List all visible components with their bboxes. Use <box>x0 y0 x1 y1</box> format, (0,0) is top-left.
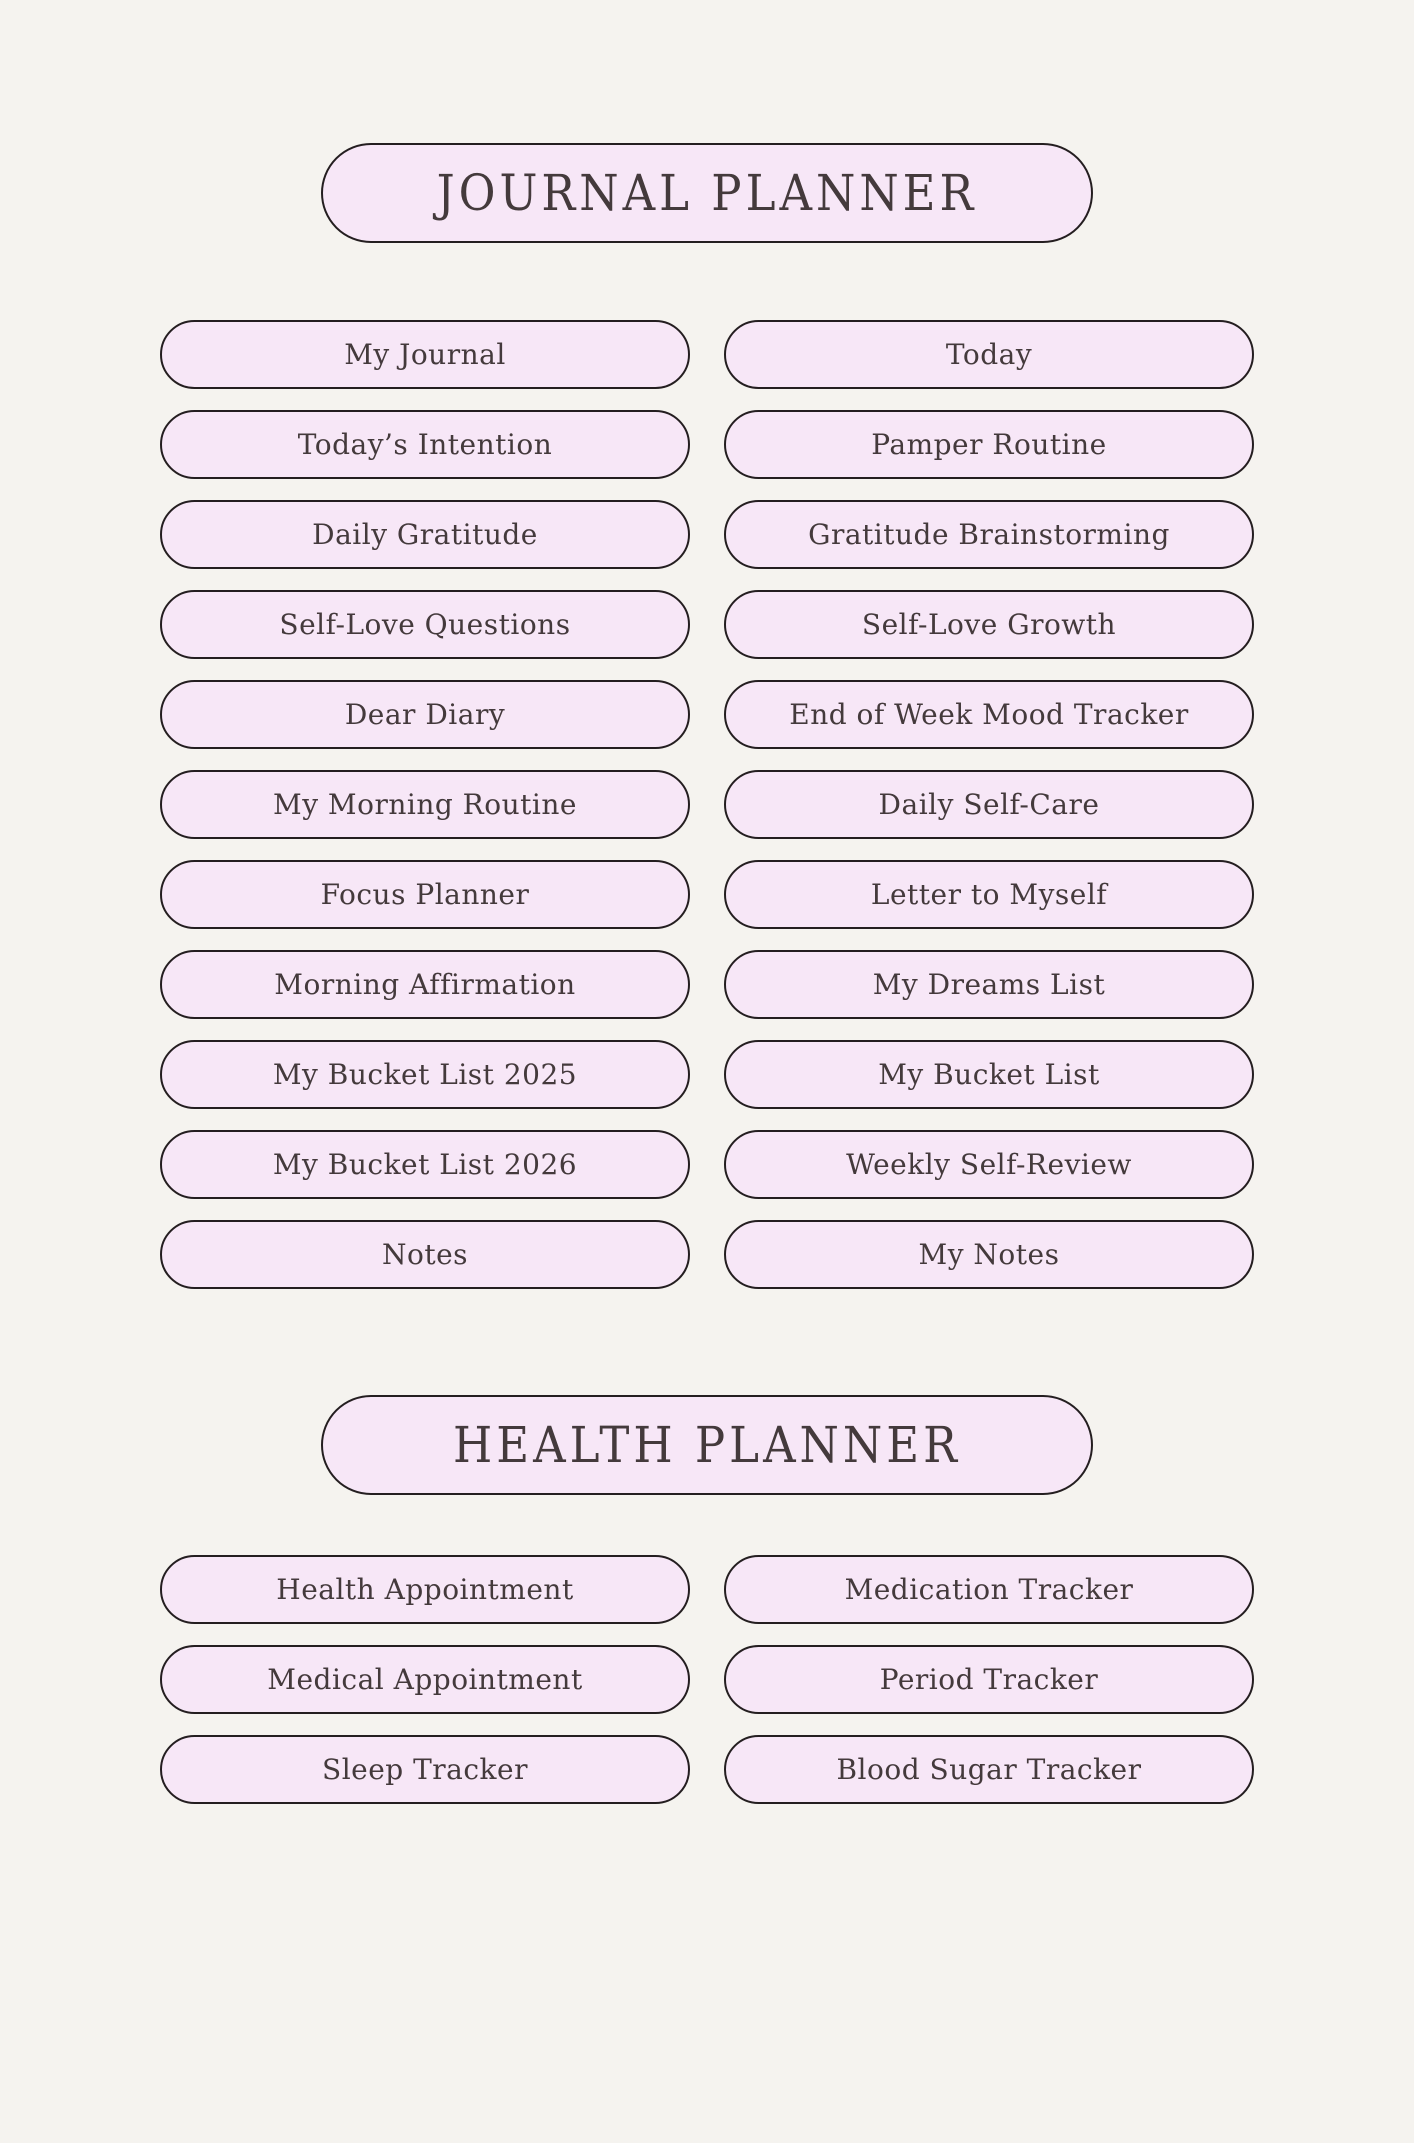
button-my-journal[interactable]: My Journal <box>160 320 690 389</box>
button-gratitude-brainstorming[interactable]: Gratitude Brainstorming <box>724 500 1254 569</box>
button-sleep-tracker[interactable]: Sleep Tracker <box>160 1735 690 1804</box>
button-pamper-routine[interactable]: Pamper Routine <box>724 410 1254 479</box>
button-notes[interactable]: Notes <box>160 1220 690 1289</box>
planner-page <box>0 143 1414 2143</box>
button-blood-sugar-tracker[interactable]: Blood Sugar Tracker <box>724 1735 1254 1804</box>
button-todays-intention[interactable]: Today’s Intention <box>160 410 690 479</box>
button-medication-tracker[interactable]: Medication Tracker <box>724 1555 1254 1624</box>
button-today[interactable]: Today <box>724 320 1254 389</box>
button-daily-gratitude[interactable]: Daily Gratitude <box>160 500 690 569</box>
journal-button-grid <box>160 320 1254 1289</box>
button-my-bucket-list[interactable]: My Bucket List <box>724 1040 1254 1109</box>
button-period-tracker[interactable]: Period Tracker <box>724 1645 1254 1714</box>
health-planner-title: HEALTH PLANNER <box>321 1395 1093 1495</box>
button-my-bucket-list-2025[interactable]: My Bucket List 2025 <box>160 1040 690 1109</box>
health-button-grid <box>160 1555 1254 1804</box>
button-weekly-self-review[interactable]: Weekly Self-Review <box>724 1130 1254 1199</box>
button-letter-to-myself[interactable]: Letter to Myself <box>724 860 1254 929</box>
button-medical-appointment[interactable]: Medical Appointment <box>160 1645 690 1714</box>
button-dear-diary[interactable]: Dear Diary <box>160 680 690 749</box>
button-self-love-growth[interactable]: Self-Love Growth <box>724 590 1254 659</box>
health-planner-section <box>0 1395 1414 1804</box>
button-focus-planner[interactable]: Focus Planner <box>160 860 690 929</box>
journal-planner-section <box>0 143 1414 1289</box>
button-my-bucket-list-2026[interactable]: My Bucket List 2026 <box>160 1130 690 1199</box>
button-my-morning-routine[interactable]: My Morning Routine <box>160 770 690 839</box>
button-self-love-questions[interactable]: Self-Love Questions <box>160 590 690 659</box>
button-morning-affirmation[interactable]: Morning Affirmation <box>160 950 690 1019</box>
button-my-notes[interactable]: My Notes <box>724 1220 1254 1289</box>
button-end-of-week-mood-tracker[interactable]: End of Week Mood Tracker <box>724 680 1254 749</box>
button-daily-self-care[interactable]: Daily Self-Care <box>724 770 1254 839</box>
button-health-appointment[interactable]: Health Appointment <box>160 1555 690 1624</box>
button-my-dreams-list[interactable]: My Dreams List <box>724 950 1254 1019</box>
journal-planner-title: JOURNAL PLANNER <box>321 143 1093 243</box>
